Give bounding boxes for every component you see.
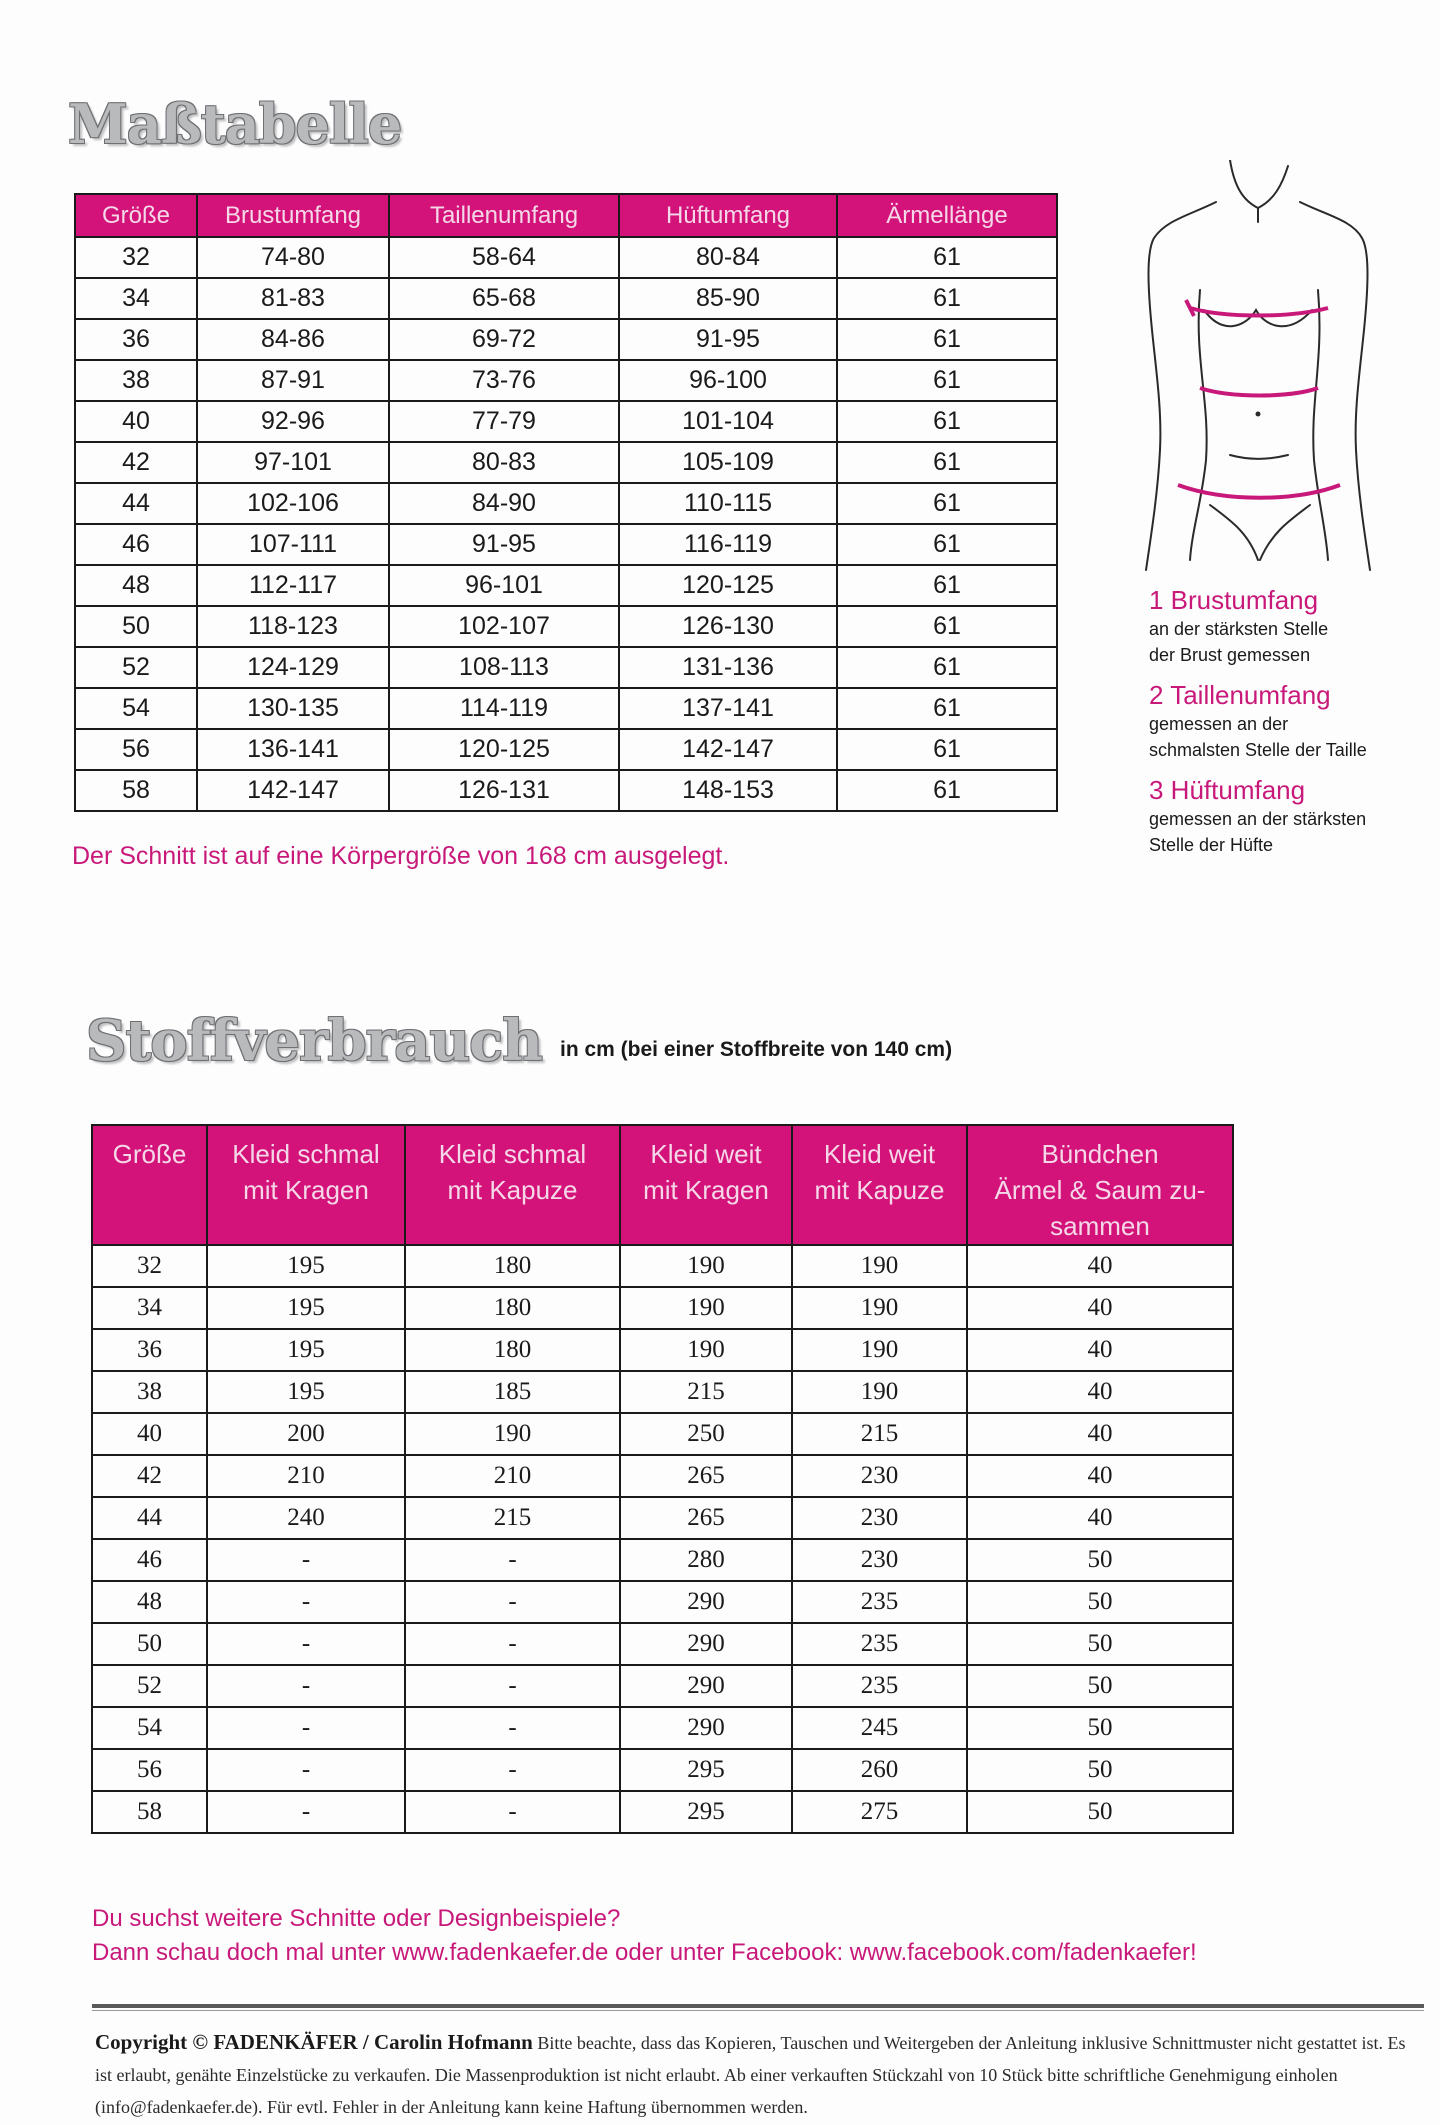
table-cell: 136-141 [197, 729, 389, 770]
table-cell: 190 [792, 1329, 967, 1371]
measurement-header-row [75, 194, 1057, 237]
table-row [92, 1413, 1233, 1455]
table-cell: 275 [792, 1791, 967, 1833]
table-row [75, 483, 1057, 524]
fabric-header-cell [207, 1125, 405, 1245]
fabric-header-cell [92, 1125, 207, 1245]
table-row [75, 565, 1057, 606]
table-cell: 61 [837, 729, 1057, 770]
table-cell: - [207, 1665, 405, 1707]
fabric-header-line: Kleid schmal [232, 1139, 380, 1169]
table-cell: 46 [75, 524, 197, 565]
table-cell: 61 [837, 647, 1057, 688]
table-cell: 50 [967, 1581, 1233, 1623]
table-cell: - [405, 1623, 620, 1665]
table-row [92, 1539, 1233, 1581]
table-cell: 50 [967, 1749, 1233, 1791]
table-cell: 61 [837, 278, 1057, 319]
table-cell: 230 [792, 1455, 967, 1497]
table-cell: 61 [837, 688, 1057, 729]
table-cell: 130-135 [197, 688, 389, 729]
table-cell: 50 [75, 606, 197, 647]
table-cell: - [405, 1665, 620, 1707]
table-cell: - [405, 1539, 620, 1581]
table-cell: 80-84 [619, 237, 837, 278]
table-cell: 61 [837, 319, 1057, 360]
table-cell: 40 [967, 1455, 1233, 1497]
table-cell: 265 [620, 1497, 792, 1539]
fabric-header-line: mit Kragen [643, 1175, 769, 1205]
table-cell: 195 [207, 1245, 405, 1287]
measurement-header-cell: Taillenumfang [389, 194, 619, 237]
table-cell: 42 [92, 1455, 207, 1497]
table-cell: 58 [75, 770, 197, 811]
table-cell: 126-131 [389, 770, 619, 811]
fabric-title: Stoffverbrauch [86, 1008, 542, 1074]
table-row [75, 237, 1057, 278]
table-cell: 215 [405, 1497, 620, 1539]
table-cell: - [405, 1791, 620, 1833]
table-cell: 110-115 [619, 483, 837, 524]
table-row [75, 688, 1057, 729]
table-cell: 50 [967, 1539, 1233, 1581]
table-cell: 265 [620, 1455, 792, 1497]
table-row [92, 1665, 1233, 1707]
table-cell: 137-141 [619, 688, 837, 729]
table-cell: 230 [792, 1539, 967, 1581]
table-row [75, 524, 1057, 565]
table-cell: 195 [207, 1371, 405, 1413]
table-cell: 114-119 [389, 688, 619, 729]
table-cell: 50 [967, 1791, 1233, 1833]
body-measurement-figure [1130, 160, 1380, 580]
table-cell: 124-129 [197, 647, 389, 688]
table-cell: 235 [792, 1665, 967, 1707]
table-cell: 61 [837, 442, 1057, 483]
table-cell: 50 [967, 1707, 1233, 1749]
fabric-header-line: mit Kragen [243, 1175, 369, 1205]
table-cell: 91-95 [619, 319, 837, 360]
table-cell: 126-130 [619, 606, 837, 647]
legend-hip-text-2: Stelle der Hüfte [1149, 835, 1274, 855]
table-row [92, 1707, 1233, 1749]
table-cell: 295 [620, 1791, 792, 1833]
table-cell: - [405, 1581, 620, 1623]
table-cell: 74-80 [197, 237, 389, 278]
measurement-header-cell: Hüftumfang [619, 194, 837, 237]
legend-bust-text-1: an der stärksten Stelle [1149, 619, 1329, 639]
table-cell: 40 [967, 1371, 1233, 1413]
fabric-header-line: Bündchen [1041, 1139, 1159, 1169]
legend-waist-text-1: gemessen an der [1149, 714, 1289, 734]
table-cell: 190 [620, 1329, 792, 1371]
measurement-header-cell: Größe [75, 194, 197, 237]
table-row [92, 1749, 1233, 1791]
copyright-brand: Copyright © FADENKÄFER / Carolin Hofmann [95, 2030, 533, 2054]
table-cell: 190 [405, 1413, 620, 1455]
table-cell: 280 [620, 1539, 792, 1581]
legend-bust-title: 1 Brustumfang [1149, 585, 1319, 615]
fabric-header-line: Größe [112, 1139, 187, 1169]
table-cell: - [207, 1749, 405, 1791]
copyright-notice [95, 2026, 1425, 2123]
table-cell: 240 [207, 1497, 405, 1539]
table-row [92, 1497, 1233, 1539]
fabric-header-cell [620, 1125, 792, 1245]
footer-divider-thin [92, 2010, 1424, 2011]
table-cell: 97-101 [197, 442, 389, 483]
table-cell: - [207, 1623, 405, 1665]
table-cell: 112-117 [197, 565, 389, 606]
table-cell: 48 [92, 1581, 207, 1623]
legend-bust-text-2: der Brust gemessen [1149, 645, 1311, 665]
measurement-body [75, 237, 1057, 811]
table-row [92, 1287, 1233, 1329]
table-cell: 290 [620, 1581, 792, 1623]
table-cell: 61 [837, 606, 1057, 647]
table-row [75, 606, 1057, 647]
table-cell: 52 [92, 1665, 207, 1707]
table-cell: 290 [620, 1665, 792, 1707]
table-cell: 210 [405, 1455, 620, 1497]
fabric-header-cell [792, 1125, 967, 1245]
table-cell: 245 [792, 1707, 967, 1749]
table-cell: 190 [792, 1371, 967, 1413]
table-cell: 180 [405, 1245, 620, 1287]
table-cell: 46 [92, 1539, 207, 1581]
table-cell: 131-136 [619, 647, 837, 688]
table-row [92, 1455, 1233, 1497]
measurement-title: Maßtabelle [68, 92, 402, 156]
table-cell: - [207, 1707, 405, 1749]
table-cell: 84-86 [197, 319, 389, 360]
table-cell: 61 [837, 360, 1057, 401]
table-cell: 107-111 [197, 524, 389, 565]
table-cell: 235 [792, 1581, 967, 1623]
table-cell: 56 [75, 729, 197, 770]
legend-waist-title: 2 Taillenumfang [1149, 680, 1331, 710]
table-cell: 116-119 [619, 524, 837, 565]
table-cell: 40 [92, 1413, 207, 1455]
table-cell: 200 [207, 1413, 405, 1455]
table-row [92, 1791, 1233, 1833]
table-row [75, 729, 1057, 770]
table-cell: 40 [75, 401, 197, 442]
table-cell: 42 [75, 442, 197, 483]
fabric-header-line: Ärmel & Saum zu- [994, 1175, 1206, 1205]
table-cell: 34 [92, 1287, 207, 1329]
table-cell: 102-106 [197, 483, 389, 524]
table-cell: 180 [405, 1287, 620, 1329]
table-cell: 50 [967, 1623, 1233, 1665]
table-cell: 195 [207, 1287, 405, 1329]
table-cell: 215 [620, 1371, 792, 1413]
table-cell: 69-72 [389, 319, 619, 360]
table-cell: 32 [92, 1245, 207, 1287]
table-cell: 101-104 [619, 401, 837, 442]
table-cell: 61 [837, 524, 1057, 565]
table-cell: 40 [967, 1287, 1233, 1329]
table-cell: 96-100 [619, 360, 837, 401]
table-cell: 92-96 [197, 401, 389, 442]
fabric-header-line: Kleid schmal [438, 1139, 587, 1169]
table-cell: 96-101 [389, 565, 619, 606]
fabric-subtitle: in cm (bei einer Stoffbreite von 140 cm) [560, 1038, 953, 1061]
table-cell: 61 [837, 483, 1057, 524]
table-cell: 77-79 [389, 401, 619, 442]
table-cell: - [207, 1791, 405, 1833]
table-cell: 73-76 [389, 360, 619, 401]
legend-waist-text-2: schmalsten Stelle der Taille [1149, 740, 1367, 760]
measurement-table [74, 193, 1058, 812]
table-cell: 54 [75, 688, 197, 729]
table-cell: 38 [92, 1371, 207, 1413]
table-cell: 295 [620, 1749, 792, 1791]
measurement-header-cell: Brustumfang [197, 194, 389, 237]
table-row [75, 647, 1057, 688]
table-cell: 44 [75, 483, 197, 524]
table-row [92, 1371, 1233, 1413]
table-cell: 32 [75, 237, 197, 278]
promo-line-1: Du suchst weitere Schnitte oder Designbeispiele? [92, 1905, 621, 1932]
table-cell: 190 [792, 1287, 967, 1329]
table-row [75, 401, 1057, 442]
table-cell: 120-125 [619, 565, 837, 606]
fabric-header-row [92, 1125, 1233, 1245]
fabric-table [91, 1124, 1234, 1834]
promo-text [92, 1902, 1197, 1970]
table-cell: 185 [405, 1371, 620, 1413]
table-cell: 190 [620, 1287, 792, 1329]
legend-waist [1149, 680, 1367, 763]
table-cell: 142-147 [619, 729, 837, 770]
promo-line-2: Dann schau doch mal unter www.fadenkaefer.de oder unter Facebook: www.facebook.com/fadenkaefer! [92, 1939, 1197, 1966]
legend-bust [1149, 585, 1328, 668]
table-row [92, 1581, 1233, 1623]
table-cell: 195 [207, 1329, 405, 1371]
legend-hip [1149, 775, 1366, 858]
table-row [75, 770, 1057, 811]
copyright-text: Bitte beachte, dass das Kopieren, Tauschen und Weitergeben der Anleitung inklusive Schnittmuster nicht gestattet ist. Es ist erlaubt, genähte Einzelstücke zu verkaufen. Die Massenproduktion ist nicht erlaubt. Ab einer verkauften Stückzahl von 10 Stück bitte schriftliche Genehmigung einholen (info@fadenkaefer.de). Für evtl. Fehler in der Anleitung kann keine Haftung übernommen werden. [95, 2033, 1406, 2117]
table-cell: 81-83 [197, 278, 389, 319]
table-cell: 190 [792, 1245, 967, 1287]
footer-divider [92, 2004, 1424, 2008]
table-cell: 54 [92, 1707, 207, 1749]
table-cell: 148-153 [619, 770, 837, 811]
table-cell: 61 [837, 237, 1057, 278]
measurement-header-cell: Ärmellänge [837, 194, 1057, 237]
table-cell: 34 [75, 278, 197, 319]
table-row [92, 1329, 1233, 1371]
table-cell: 40 [967, 1329, 1233, 1371]
table-cell: 61 [837, 401, 1057, 442]
table-cell: 87-91 [197, 360, 389, 401]
table-cell: 80-83 [389, 442, 619, 483]
table-cell: 58-64 [389, 237, 619, 278]
fabric-header-line: sammen [1050, 1211, 1150, 1241]
fabric-header-cell [967, 1125, 1233, 1245]
fabric-body [92, 1245, 1233, 1833]
table-cell: 52 [75, 647, 197, 688]
fabric-header-cell [405, 1125, 620, 1245]
table-cell: 142-147 [197, 770, 389, 811]
table-row [75, 442, 1057, 483]
table-cell: 50 [967, 1665, 1233, 1707]
table-cell: - [405, 1749, 620, 1791]
table-cell: 215 [792, 1413, 967, 1455]
table-cell: 235 [792, 1623, 967, 1665]
table-cell: 118-123 [197, 606, 389, 647]
table-cell: 61 [837, 770, 1057, 811]
table-cell: - [207, 1581, 405, 1623]
table-cell: 102-107 [389, 606, 619, 647]
table-cell: 36 [75, 319, 197, 360]
table-cell: 58 [92, 1791, 207, 1833]
table-cell: 85-90 [619, 278, 837, 319]
table-cell: - [207, 1539, 405, 1581]
table-cell: 36 [92, 1329, 207, 1371]
fabric-header-line: mit Kapuze [447, 1175, 578, 1205]
table-cell: 120-125 [389, 729, 619, 770]
table-cell: 250 [620, 1413, 792, 1455]
body-height-note: Der Schnitt ist auf eine Körpergröße von 168 cm ausgelegt. [72, 842, 730, 870]
table-cell: 91-95 [389, 524, 619, 565]
table-cell: 210 [207, 1455, 405, 1497]
fabric-header-line: Kleid weit [823, 1139, 936, 1169]
table-cell: 40 [967, 1413, 1233, 1455]
table-cell: 84-90 [389, 483, 619, 524]
table-cell: 230 [792, 1497, 967, 1539]
table-cell: 44 [92, 1497, 207, 1539]
table-cell: 260 [792, 1749, 967, 1791]
table-row [75, 360, 1057, 401]
table-cell: 290 [620, 1707, 792, 1749]
table-cell: 56 [92, 1749, 207, 1791]
table-row [92, 1245, 1233, 1287]
table-row [75, 278, 1057, 319]
table-cell: 38 [75, 360, 197, 401]
table-cell: 65-68 [389, 278, 619, 319]
table-cell: 105-109 [619, 442, 837, 483]
table-cell: 40 [967, 1245, 1233, 1287]
table-row [75, 319, 1057, 360]
table-cell: 40 [967, 1497, 1233, 1539]
table-cell: 180 [405, 1329, 620, 1371]
table-row [92, 1623, 1233, 1665]
table-cell: 61 [837, 565, 1057, 606]
legend-hip-text-1: gemessen an der stärksten [1149, 809, 1367, 829]
legend-hip-title: 3 Hüftumfang [1149, 775, 1306, 805]
table-cell: 190 [620, 1245, 792, 1287]
table-cell: 290 [620, 1623, 792, 1665]
table-cell: 50 [92, 1623, 207, 1665]
table-cell: 48 [75, 565, 197, 606]
table-cell: 108-113 [389, 647, 619, 688]
table-cell: - [405, 1707, 620, 1749]
fabric-header-line: mit Kapuze [814, 1175, 945, 1205]
fabric-header-line: Kleid weit [650, 1139, 762, 1169]
